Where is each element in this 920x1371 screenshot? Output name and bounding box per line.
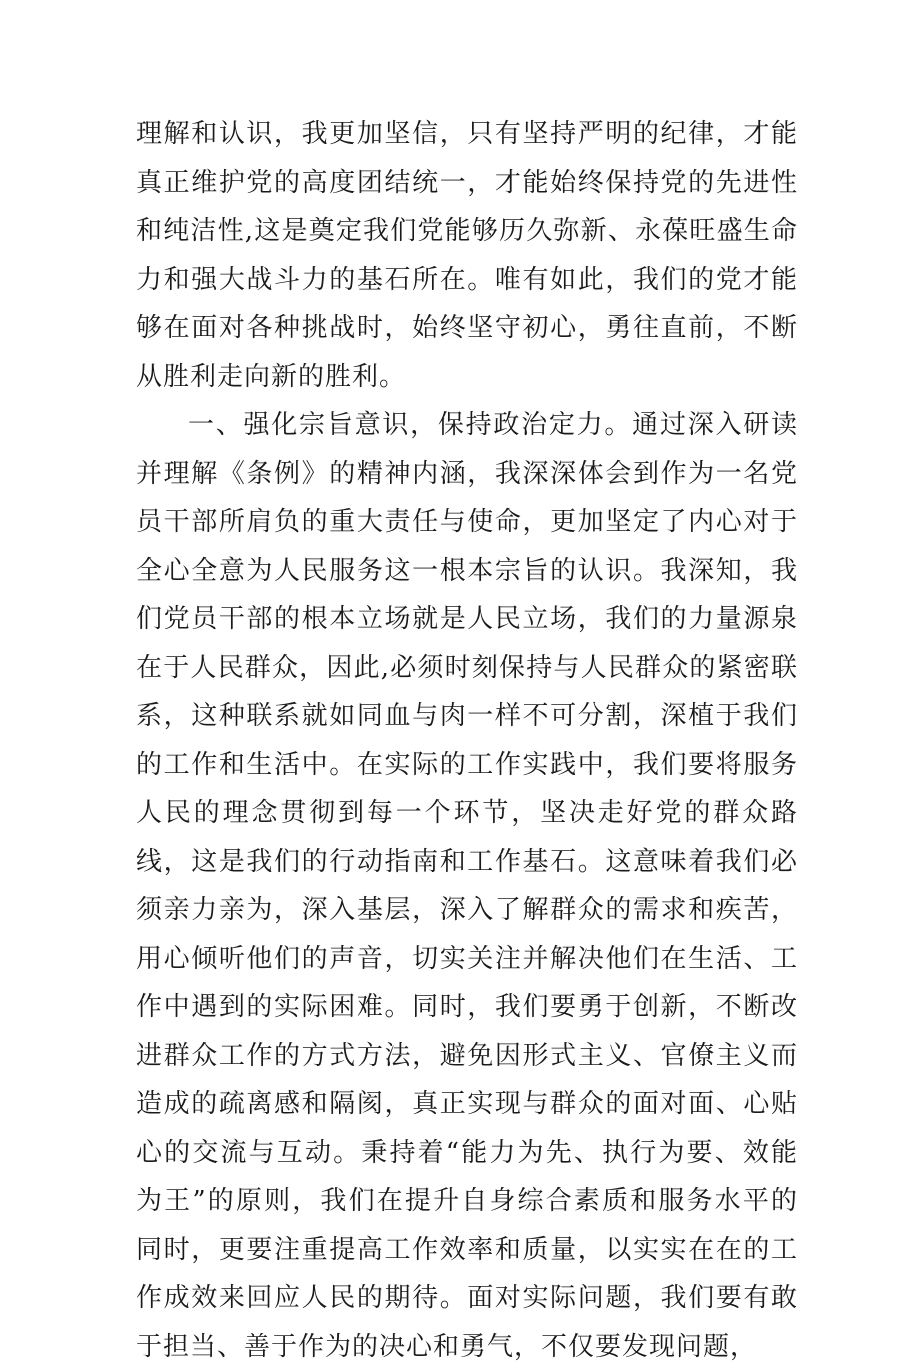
document-body	[136, 110, 798, 1371]
paragraph-2: 一、强化宗旨意识，保持政治定力。通过深入研读并理解《条例》的精神内涵，我深深体会到作为一名党员干部所肩负的重大责任与使命，更加坚定了内心对于全心全意为人民服务这一根本宗旨的认识。我深知，我们党员干部的根本立场就是人民立场，我们的力量源泉在于人民群众，因此,必须时刻保持与人民群众的紧密联系，这种联系就如同血与肉一样不可分割，深植于我们的工作和生活中。在实际的工作实践中，我们要将服务人民的理念贯彻到每一个环节，坚决走好党的群众路线，这是我们的行动指南和工作基石。这意味着我们必须亲力亲为，深入基层，深入了解群众的需求和疾苦，用心倾听他们的声音，切实关注并解决他们在生活、工作中遇到的实际困难。同时，我们要勇于创新，不断改进群众工作的方式方法，避免因形式主义、官僚主义而造成的疏离感和隔阂，真正实现与群众的面对面、心贴心的交流与互动。秉持着“能力为先、执行为要、效能为王”的原则，我们在提升自身综合素质和服务水平的同时，更要注重提高工作效率和质量，以实实在在的工作成效来回应人民的期待。面对实际问题，我们要有敢于担当、善于作为的决心和勇气，不仅要发现问题，	[136, 410, 798, 1362]
paragraph-1: 理解和认识，我更加坚信，只有坚持严明的纪律，才能真正维护党的高度团结统一，才能始终保持党的先进性和纯洁性,这是奠定我们党能够历久弥新、永葆旺盛生命力和强大战斗力的基石所在。唯有如此，我们的党才能够在面对各种挑战时，始终坚守初心，勇往直前，不断从胜利走向新的胜利。	[136, 119, 798, 392]
